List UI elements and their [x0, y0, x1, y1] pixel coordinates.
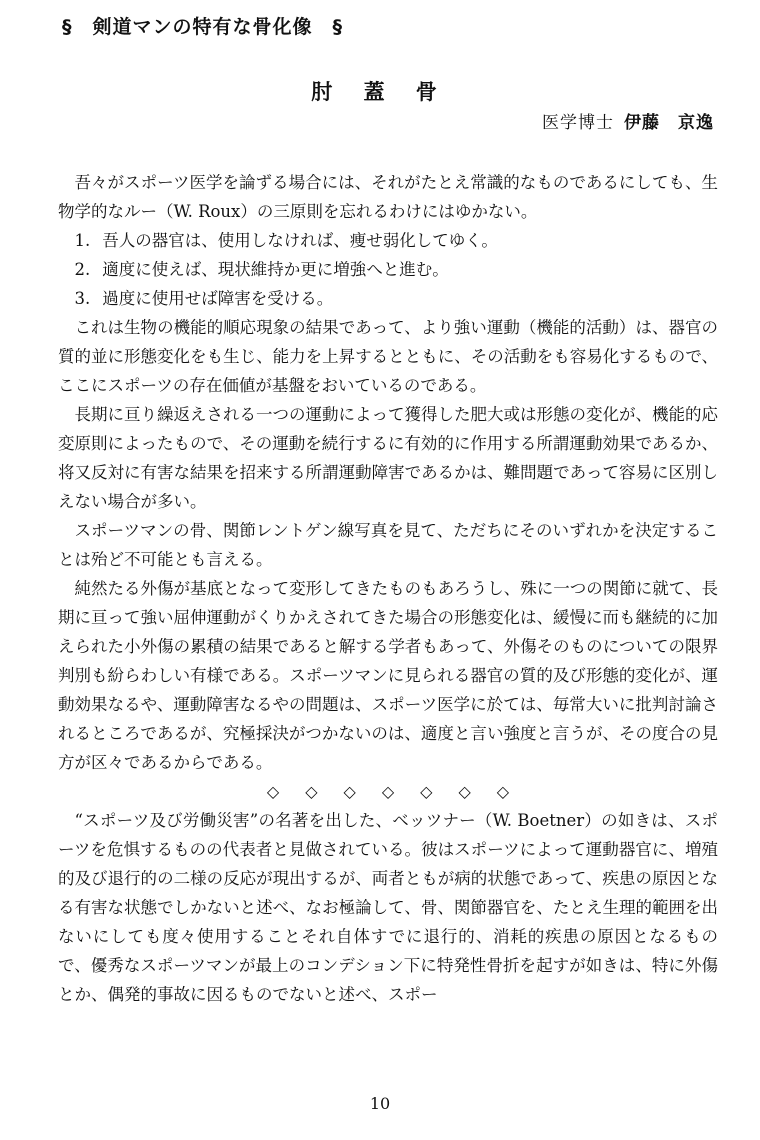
list-item: 1. 吾人の器官は、使用しなければ、痩せ弱化してゆく。 — [74, 231, 498, 250]
paragraph: スポーツマンの骨、関節レントゲン線写真を見て、ただちにそのいずれかを決定することは殆ど不可能とも言える。 — [58, 521, 718, 569]
author-line — [542, 108, 714, 133]
paragraph: 長期に亘り繰返えされる一つの運動によって獲得した肥大或は形態の変化が、機能的応変原則によったもので、その運動を続行するに有効的に作用する所謂運動効果であるか、将又反対に有害な結果を招来する所謂運動障害であるかは、難問題であって容易に区別しえない場合が多い。 — [58, 405, 718, 511]
article-body — [58, 168, 718, 1009]
paragraph: 純然たる外傷が基底となって変形してきたものもあろうし、殊に一つの関節に就て、長期に亘って強い屈伸運動がくりかえされてきた場合の形態変化は、緩慢に而も継続的に加えられた小外傷の累積の結果であると解する学者もあって、外傷そのものについての限界判別も紛らわしい有様である。スポーツマンに見られる器官の質的及び形態的変化が、運動効果なるや、運動障害なるやの問題は、スポーツ医学に於ては、毎常大いに批判討論されるところであるが、究極採決がつかないのは、適度と言い強度と言うが、その度合の見方が区々であるからである。 — [58, 579, 718, 772]
list-item: 2. 適度に使えば、現状維持か更に増強へと進む。 — [74, 260, 449, 279]
author-title: 医学博士 — [542, 113, 614, 133]
paragraph: 吾々がスポーツ医学を論ずる場合には、それがたとえ常識的なものであるにしても、生物学的なルー（W. Roux）の三原則を忘れるわけにはゆかない。 — [58, 173, 718, 221]
list-item: 3. 過度に使用せば障害を受ける。 — [74, 289, 334, 308]
paragraph: “スポーツ及び労働災害”の名著を出した、ベッツナー（W. Boetner）の如きは、スポーツを危惧するものの代表者と見做されている。彼はスポーツによって運動器官に、増殖的及び退行的の二様の反応が現出するが、両者ともが病的状態であって、疾患の原因となる有害な状態でしかないと述べ、なお極論して、骨、関節器官を、たとえ生理的範囲を出ないにしても度々使用することそれ自体すでに退行的、消耗的疾患の原因となるもので、優秀なスポーツマンが最上のコンデション下に特発性骨折を起すが如きは、特に外傷とか、偶発的事故に因るものでないと述べ、スポー — [58, 811, 718, 1004]
article-title: 肘 蓋 骨 — [311, 79, 449, 104]
author-name: 伊藤 京逸 — [624, 113, 714, 133]
paragraph: これは生物の機能的順応現象の結果であって、より強い運動（機能的活動）は、器官の質的並に形態変化をも生じ、能力を上昇するとともに、その活動をも容易化するもので、ここにスポーツの存在価値が基盤をおいているのである。 — [58, 318, 718, 395]
section-title: § 剣道マンの特有な骨化像 § — [62, 16, 344, 38]
page-number: 10 — [369, 1094, 391, 1113]
section-separator: ◇◇◇◇◇◇◇ — [266, 782, 536, 801]
